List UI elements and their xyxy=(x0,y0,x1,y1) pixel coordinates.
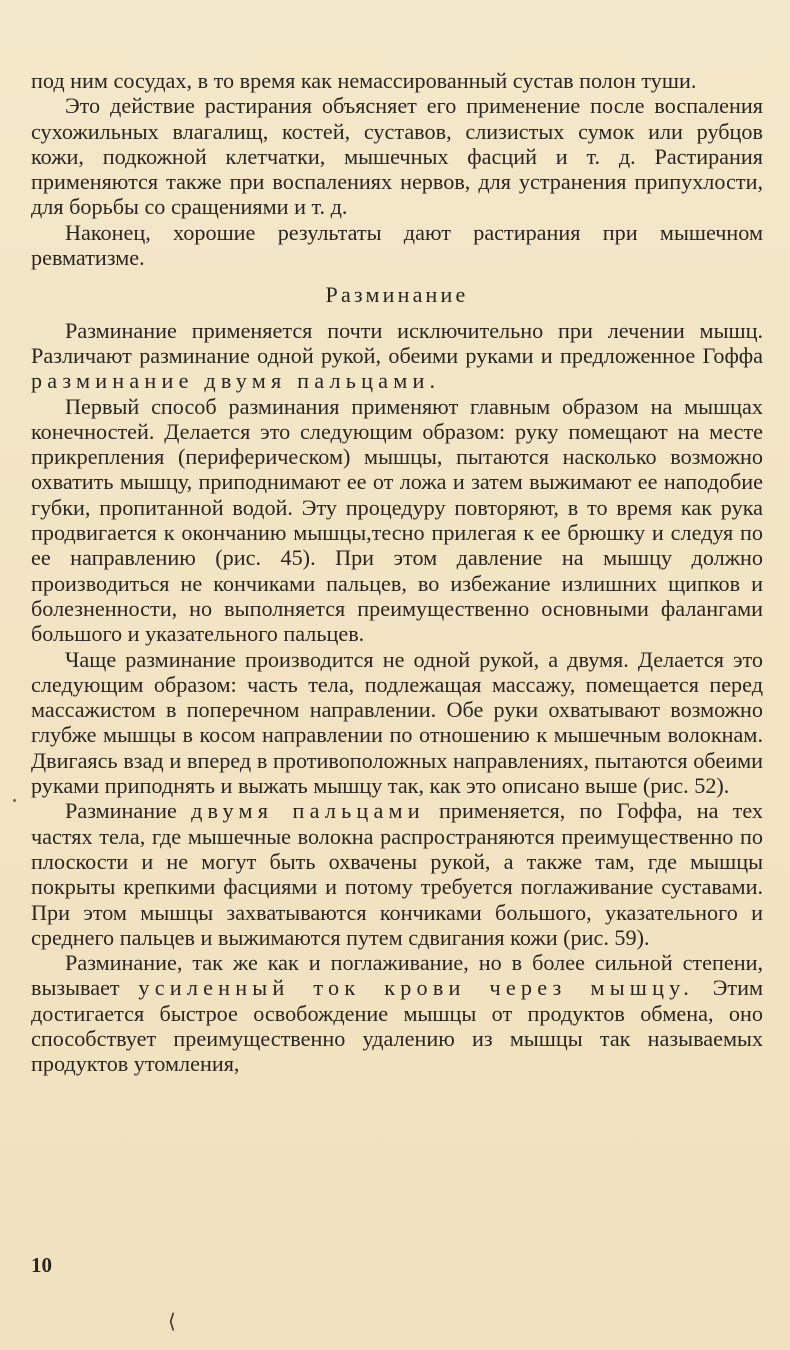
paragraph: Первый способ разминания применяют главным образом на мышцах конечностей. Делается это следующим образом: руку помещают на месте прикрепления (периферическом) мышцы, пытаются насколько возможно охватить мышцу, приподнимают ее от ложа и затем выжимают ее наподобие губки, пропитанной водой. Эту процедуру повторяют, в то время как рука продвигается к окончанию мышцы,тесно прилегая к ее брюшку и следуя по ее направлению (рис. 45). При этом давление на мышцу должно производиться не кончиками пальцев, во избежание излишних щипков и болезненности, но выполняется преимущественно основными фалангами большого и указательного пальцев. xyxy=(31,393,763,647)
page-number: 10 xyxy=(31,1253,52,1277)
spaced-term: разминание двумя пальцами. xyxy=(31,368,441,394)
spaced-term: двумя пальцами xyxy=(191,798,425,824)
paragraph-text: применяется, по Гоффа, на тех частях тела, где мышечные волокна распространяются преимущественно по плоскости и не могут быть охвачены рукой, а также там, где мышцы покрыты крепкими фасциями и потому требуется поглаживание суставами. При этом мышцы захватываются кончиками большого, указательного и среднего пальцев и выжимаются путем сдвигания кожи (рис. 59). xyxy=(31,798,763,950)
section-heading: Разминание xyxy=(325,282,469,308)
paragraph: Наконец, хорошие результаты дают растирания при мышечном ревматизме. xyxy=(31,219,763,271)
ink-mark: ⟨ xyxy=(168,1311,176,1333)
print-speck xyxy=(13,799,16,802)
page-text xyxy=(31,68,763,1077)
paragraph: под ним сосудах, в то время как немассированный сустав полон туши. xyxy=(31,68,697,93)
paragraph: Чаще разминание производится не одной рукой, а двумя. Делается это следующим образом: часть тела, подлежащая массажу, помещается перед массажистом в поперечном направлении. Обе руки охватывают возможно глубже мышцы в косом направлении по отношению к мышечным волокнам. Двигаясь взад и вперед в противоположных направлениях, пытаются обеими руками приподнять и выжать мышцу так, как это описано выше (рис. 52). xyxy=(31,646,763,799)
spaced-term: усиленный ток крови через мышцу. xyxy=(138,975,694,1001)
paragraph xyxy=(31,318,763,394)
paragraph: Это действие растирания объясняет его применение после воспаления сухожильных влагалищ, костей, суставов, слизистых сумок или рубцов кожи, подкожной клетчатки, мышечных фасций и т. д. Растирания применяются также при воспалениях нервов, для устранения припухлости, для борьбы со сращениями и т. д. xyxy=(31,93,763,220)
paragraph xyxy=(31,798,763,950)
paragraph-text: Разминание, так же как и поглаживание, но в более сильной степени, вызывает xyxy=(31,950,763,1001)
paragraph-text: Разминание применяется почти исключительно при лечении мышц. Различают разминание одной рукой, обеими руками и предложенное Гоффа xyxy=(31,317,763,368)
paragraph xyxy=(31,950,763,1076)
paragraph-text: Этим достигается быстрое освобождение мышцы от продуктов обмена, оно способствует преимущественно удалению из мышцы так называемых продуктов утомления, xyxy=(31,975,764,1077)
paragraph-text: Разминание xyxy=(65,798,177,824)
